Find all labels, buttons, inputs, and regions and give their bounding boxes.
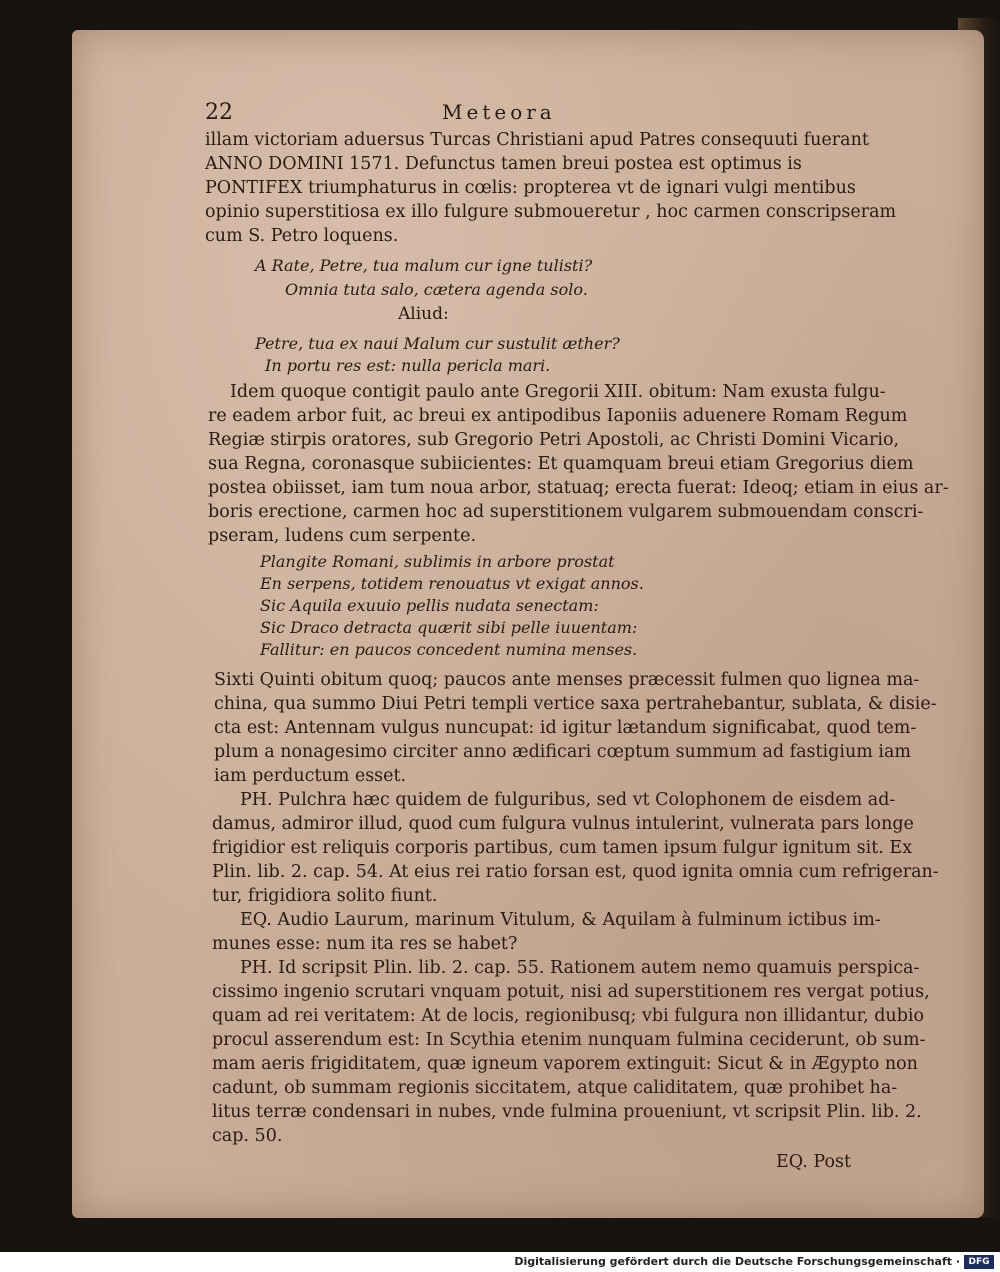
verse-line: Omnia tuta salo, cætera agenda solo. (285, 280, 588, 299)
verse-line: In portu res est: nulla pericla mari. (265, 356, 551, 375)
text-line: cap. 50. (212, 1126, 283, 1146)
text-line: procul asserendum est: In Scythia etenim nunquam fulmina ceciderunt, ob sum- (212, 1030, 926, 1050)
verse-line: Plangite Romani, sublimis in arbore prostat (260, 552, 615, 571)
text-line: frigidior est reliquis corporis partibus, cum tamen ipsum fulgur ignitum sit. Ex (212, 838, 913, 858)
dfg-logo: DFG (964, 1255, 994, 1269)
verse-line: A Rate, Petre, tua malum cur igne tulisti? (255, 256, 593, 275)
text-line: boris erectione, carmen hoc ad superstitionem vulgarem submouendam conscri- (208, 502, 924, 522)
text-line: Regiæ stirpis oratores, sub Gregorio Petri Apostoli, ac Christi Domini Vicario, (208, 430, 900, 450)
text-line: Idem quoque contigit paulo ante Gregorii XIII. obitum: Nam exusta fulgu- (230, 382, 886, 402)
text-line: cum S. Petro loquens. (205, 226, 399, 246)
text-line: munes esse: num ita res se habet? (212, 934, 518, 954)
footer-credit: Digitalisierung gefördert durch die Deutsche Forschungsgemeinschaft · (514, 1255, 960, 1268)
text-line: mam aeris frigiditatem, quæ igneum vaporem extinguit: Sicut & in Ægypto non (212, 1054, 918, 1074)
text-line: sua Regna, coronasque subiicientes: Et quamquam breui etiam Gregorius diem (208, 454, 914, 474)
text-line: cissimo ingenio scrutari vnquam potuit, nisi ad superstitionem res vergat potius, (212, 982, 930, 1002)
text-line: tur, frigidiora solito fiunt. (212, 886, 438, 906)
aliud-heading: Aliud: (398, 304, 449, 324)
text-line: litus terræ condensari in nubes, vnde fulmina proueniunt, vt scripsit Plin. lib. 2. (212, 1102, 922, 1122)
text-line: cta est: Antennam vulgus nuncupat: id igitur lætandum significabat, quod tem- (214, 718, 917, 738)
text-line: damus, admiror illud, quod cum fulgura vulnus intulerint, vulnerata pars longe (212, 814, 914, 834)
text-line: cadunt, ob summam regionis siccitatem, atque caliditatem, quæ prohibet ha- (212, 1078, 898, 1098)
page-number: 22 (205, 100, 233, 125)
verse-line: Sic Aquila exuuio pellis nudata senectam: (260, 596, 599, 615)
verse-line: En serpens, totidem renouatus vt exigat annos. (260, 574, 644, 593)
text-line: pseram, ludens cum serpente. (208, 526, 477, 546)
text-line: PH. Id scripsit Plin. lib. 2. cap. 55. Rationem autem nemo quamuis perspica- (240, 958, 920, 978)
verse-line: Petre, tua ex naui Malum cur sustulit æther? (255, 334, 620, 353)
text-line: postea obiisset, iam tum noua arbor, statuaq; erecta fuerat: Ideoq; etiam in eius ar- (208, 478, 949, 498)
text-line: ANNO DOMINI 1571. Defunctus tamen breui postea est optimus is (205, 154, 802, 174)
catchword: EQ. Post (776, 1152, 851, 1172)
text-line: EQ. Audio Laurum, marinum Vitulum, & Aquilam à fulminum ictibus im- (240, 910, 881, 930)
running-title: Meteora (442, 100, 556, 124)
text-line: re eadem arbor fuit, ac breui ex antipodibus Iaponiis aduenere Romam Regum (208, 406, 908, 426)
text-line: china, qua summo Diui Petri templi vertice saxa pertrahebantur, sublata, & disie- (214, 694, 937, 714)
text-line: Sixti Quinti obitum quoq; paucos ante menses præcessit fulmen quo lignea ma- (214, 670, 920, 690)
text-line: PONTIFEX triumphaturus in cœlis: propterea vt de ignari vulgi mentibus (205, 178, 856, 198)
text-line: iam perductum esset. (214, 766, 407, 786)
text-line: illam victoriam aduersus Turcas Christiani apud Patres consequuti fuerant (205, 130, 869, 150)
text-line: quam ad rei veritatem: At de locis, regionibusq; vbi fulgura non illidantur, dubio (212, 1006, 925, 1026)
text-line: plum a nonagesimo circiter anno ædificari cœptum summum ad fastigium iam (214, 742, 912, 762)
text-line: PH. Pulchra hæc quidem de fulguribus, sed vt Colophonem de eisdem ad- (240, 790, 896, 810)
verse-line: Fallitur: en paucos concedent numina menses. (260, 640, 638, 659)
text-line: opinio superstitiosa ex illo fulgure submoueretur , hoc carmen conscripseram (205, 202, 897, 222)
text-line: Plin. lib. 2. cap. 54. At eius rei ratio forsan est, quod ignita omnia cum refrigeran- (212, 862, 939, 882)
verse-line: Sic Draco detracta quærit sibi pelle iuuentam: (260, 618, 638, 637)
digitization-footer (0, 1252, 1000, 1272)
